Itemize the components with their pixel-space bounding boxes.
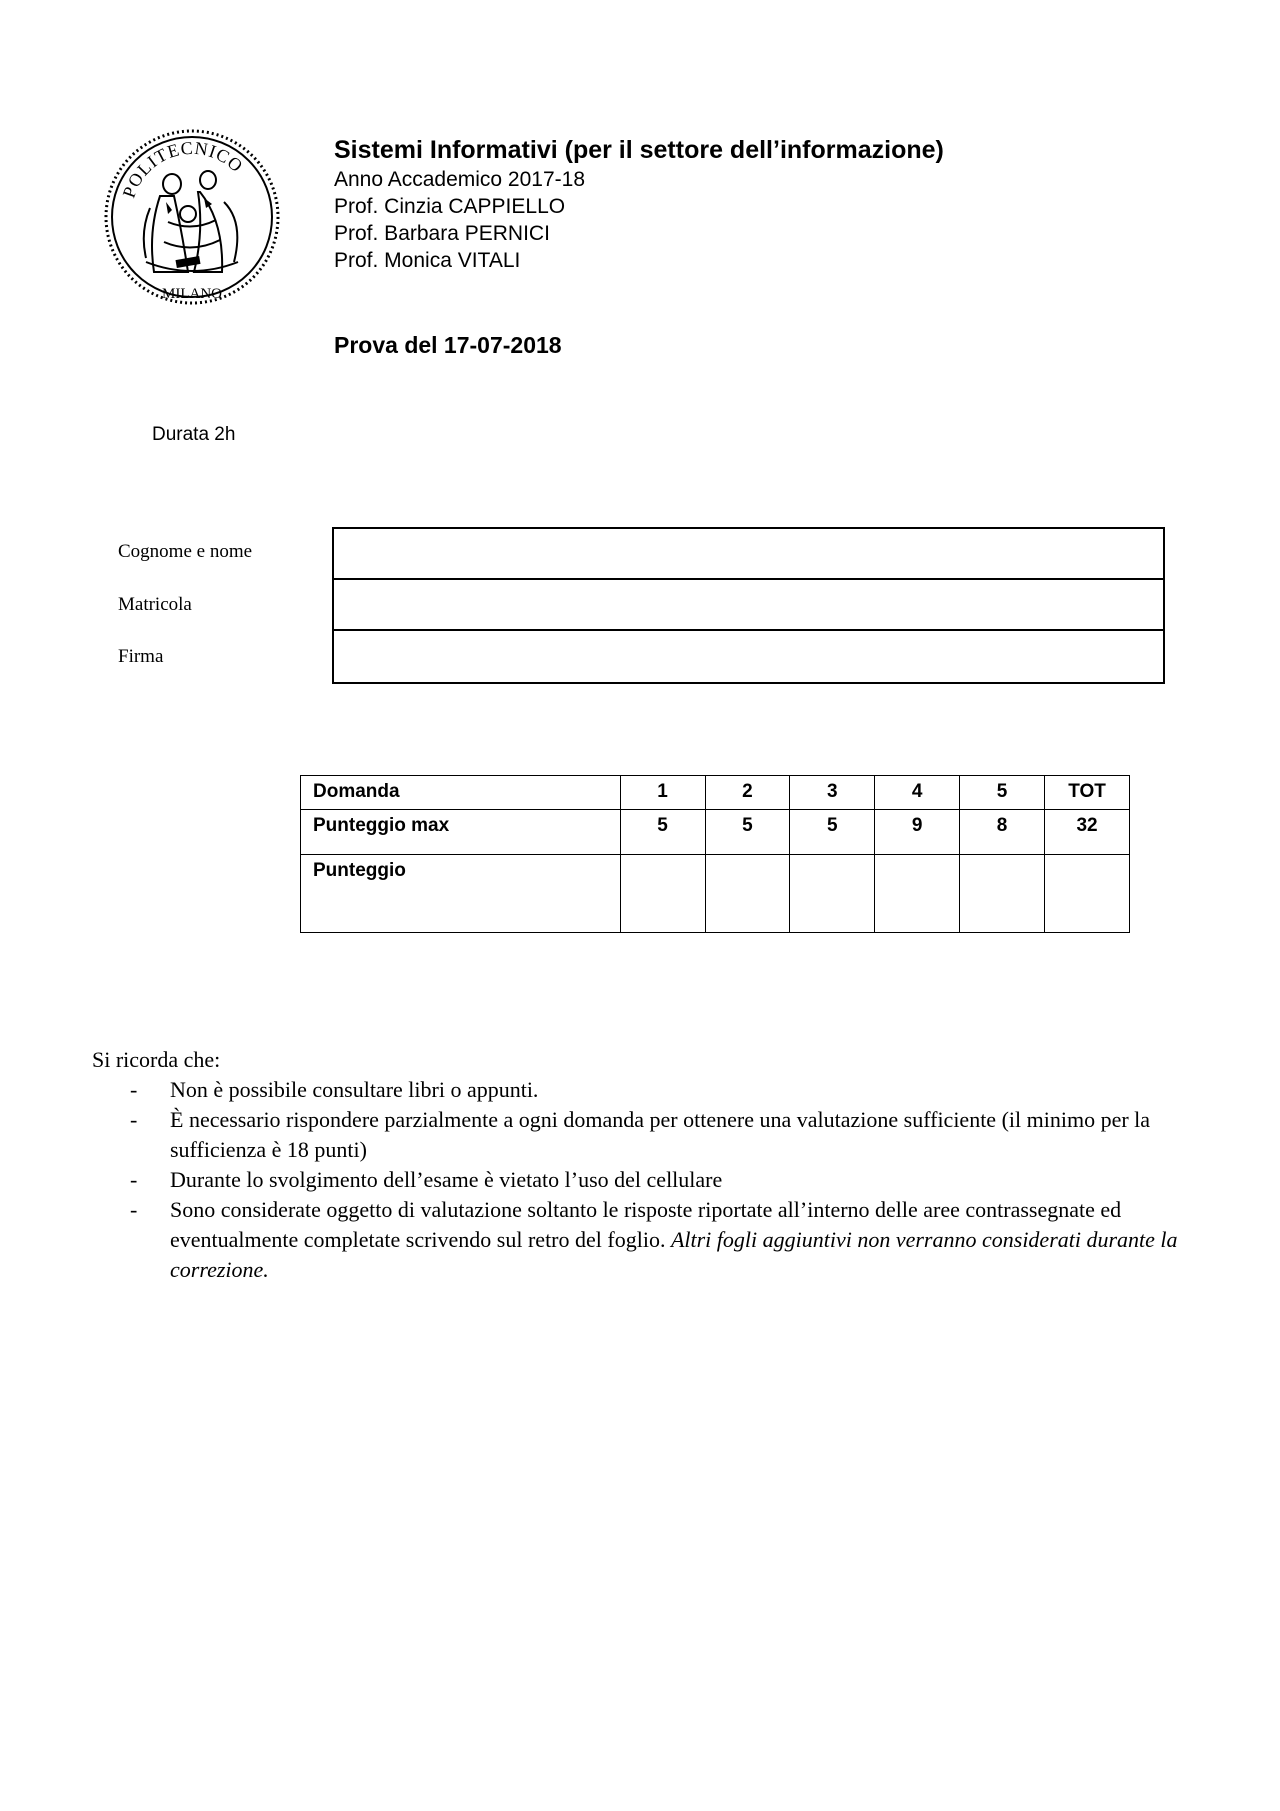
score-cell[interactable] — [620, 855, 705, 933]
question-number: 4 — [875, 776, 960, 810]
note-text: Non è possibile consultare libri o appunti. — [170, 1077, 539, 1102]
note-text: Durante lo svolgimento dell’esame è vietato l’uso del cellulare — [170, 1167, 723, 1192]
academic-year: Anno Accademico 2017-18 — [334, 168, 586, 191]
list-item — [92, 1195, 1202, 1285]
list-bullet: - — [130, 1167, 138, 1192]
row-header: Punteggio max — [301, 810, 621, 855]
exam-date: Prova del 17-07-2018 — [334, 332, 562, 358]
question-number: TOT — [1045, 776, 1130, 810]
question-number: 5 — [960, 776, 1045, 810]
list-bullet: - — [130, 1107, 138, 1132]
identification-box — [332, 527, 1165, 684]
list-item — [92, 1105, 1202, 1165]
max-score-cell: 5 — [705, 810, 790, 855]
seal-bottom-text: MILANO — [162, 286, 222, 302]
row-header: Punteggio — [301, 855, 621, 933]
professor-name: Prof. Barbara PERNICI — [334, 222, 550, 245]
table-row — [301, 810, 1130, 855]
score-cell[interactable] — [875, 855, 960, 933]
max-score-cell: 5 — [620, 810, 705, 855]
politecnico-seal-logo — [104, 122, 280, 312]
exam-header — [334, 134, 1094, 274]
notes-intro: Si ricorda che: — [92, 1047, 221, 1072]
question-number: 3 — [790, 776, 875, 810]
course-title: Sistemi Informativi (per il settore dell’informazione) — [334, 136, 944, 164]
list-item — [92, 1165, 1202, 1195]
score-table — [300, 775, 1130, 933]
score-cell[interactable] — [1045, 855, 1130, 933]
signature-field[interactable] — [334, 631, 1163, 682]
student-id-field[interactable] — [334, 580, 1163, 631]
seal-top-text: POLITECNICO — [118, 137, 248, 201]
note-text: Sono considerate oggetto di valutazione soltanto le risposte riportate all’interno delle aree contrassegnate ed eventualmente completate scrivendo sul retro del foglio. — [170, 1197, 1122, 1252]
notes-list — [92, 1075, 1202, 1285]
score-cell[interactable] — [705, 855, 790, 933]
max-score-cell: 8 — [960, 810, 1045, 855]
note-text: È necessario rispondere parzialmente a ogni domanda per ottenere una valutazione sufficiente (il minimo per la sufficienza è 18 punti) — [170, 1107, 1151, 1162]
row-header: Domanda — [301, 776, 621, 810]
exam-duration: Durata 2h — [152, 424, 236, 445]
table-row — [301, 776, 1130, 810]
max-score-cell: 32 — [1045, 810, 1130, 855]
question-number: 2 — [705, 776, 790, 810]
exam-notes — [92, 1045, 1202, 1285]
svg-text:POLITECNICO — [119, 138, 248, 201]
signature-label: Firma — [118, 646, 164, 667]
score-cell[interactable] — [960, 855, 1045, 933]
professor-name: Prof. Monica VITALI — [334, 249, 521, 272]
surname-name-field[interactable] — [334, 529, 1163, 580]
list-item — [92, 1075, 1202, 1105]
surname-name-label: Cognome e nome — [118, 541, 253, 562]
professor-name: Prof. Cinzia CAPPIELLO — [334, 195, 566, 218]
student-id-label: Matricola — [118, 594, 192, 615]
question-number: 1 — [620, 776, 705, 810]
table-row — [301, 855, 1130, 933]
max-score-cell: 9 — [875, 810, 960, 855]
note-italic-text: Altri fogli aggiuntivi non verranno considerati durante la correzione. — [170, 1227, 1178, 1282]
list-bullet: - — [130, 1197, 138, 1222]
max-score-cell: 5 — [790, 810, 875, 855]
score-cell[interactable] — [790, 855, 875, 933]
list-bullet: - — [130, 1077, 138, 1102]
